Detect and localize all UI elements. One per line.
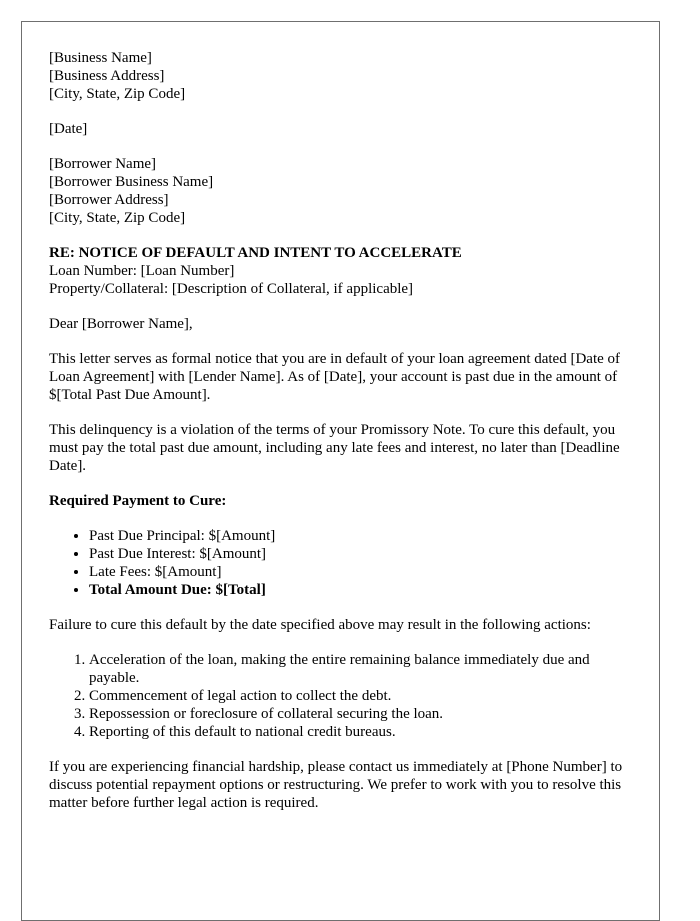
sender-block [49, 49, 634, 103]
sender-business-name: [Business Name] [49, 50, 152, 66]
letter-date: [Date] [49, 121, 88, 137]
payment-list [49, 527, 634, 599]
re-block [49, 244, 634, 298]
collateral-line: Property/Collateral: [Description of Collateral, if applicable] [49, 281, 414, 297]
sender-business-address: [Business Address] [49, 68, 165, 84]
recipient-borrower-business-name: [Borrower Business Name] [49, 174, 214, 190]
payment-item-total: • Total Amount Due: $[Total] [89, 581, 634, 599]
failure-paragraph: Failure to cure this default by the date specified above may result in the following actions: [49, 617, 591, 633]
hardship-paragraph: If you are experiencing financial hardship, please contact us immediately at [Phone Number] to discuss potential repayment options or restructuring. We prefer to work with you to resolve this matter before further legal action is required. [49, 759, 623, 811]
payment-item-principal: • Past Due Principal: $[Amount] [89, 527, 634, 545]
notice-paragraph: This letter serves as formal notice that you are in default of your loan agreement dated [Date of Loan Agreement] with [Lender Name]. As of [Date], your account is past due in the amount of $[Total Past Due Amount]. [49, 351, 621, 403]
actions-list [49, 651, 634, 741]
action-item-repossession: 3. Repossession or foreclosure of collateral securing the loan. [89, 705, 634, 723]
recipient-borrower-address: [Borrower Address] [49, 192, 169, 208]
sender-city-state-zip: [City, State, Zip Code] [49, 86, 186, 102]
loan-number-line: Loan Number: [Loan Number] [49, 263, 235, 279]
cure-paragraph: This delinquency is a violation of the terms of your Promissory Note. To cure this default, you must pay the total past due amount, including any late fees and interest, no later than [Deadline Date]. [49, 422, 620, 474]
date-block [49, 120, 634, 138]
subject-line: RE: NOTICE OF DEFAULT AND INTENT TO ACCELERATE [49, 245, 462, 261]
payment-item-late-fees: • Late Fees: $[Amount] [89, 563, 634, 581]
payment-item-interest: • Past Due Interest: $[Amount] [89, 545, 634, 563]
recipient-block [49, 155, 634, 227]
action-item-acceleration: 1. Acceleration of the loan, making the entire remaining balance immediately due and payable. [89, 651, 634, 687]
recipient-borrower-name: [Borrower Name] [49, 156, 157, 172]
letter-content [49, 49, 634, 829]
action-item-legal-action: 2. Commencement of legal action to collect the debt. [89, 687, 634, 705]
action-item-credit-reporting: 4. Reporting of this default to national credit bureaus. [89, 723, 634, 741]
salutation: Dear [Borrower Name], [49, 316, 193, 332]
payment-heading: Required Payment to Cure: [49, 493, 227, 509]
letter-page [21, 21, 660, 921]
recipient-city-state-zip: [City, State, Zip Code] [49, 210, 186, 226]
